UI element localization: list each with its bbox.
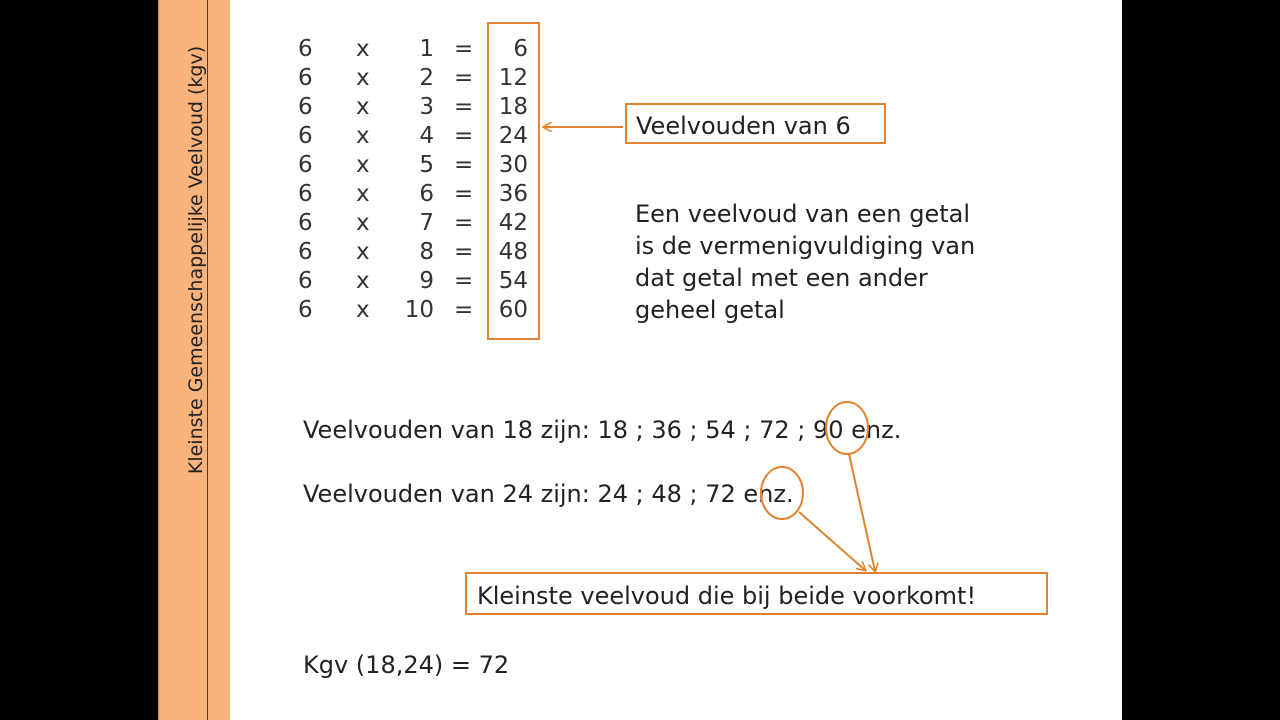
equals-cell: = (454, 36, 474, 62)
multiples-column-box (487, 22, 540, 340)
equals-cell: = (454, 210, 474, 236)
multiplier-cell: 4 (419, 123, 434, 149)
arrow-from-72-row24 (799, 512, 865, 570)
multiples-label-box (625, 103, 886, 144)
product-cell: 60 (498, 297, 528, 323)
multiplier-cell: 3 (419, 94, 434, 120)
equals-cell: = (454, 152, 474, 178)
operator-cell: x (356, 297, 370, 323)
multiplier-cell: 7 (419, 210, 434, 236)
operator-cell: x (356, 94, 370, 120)
factor-cell: 6 (298, 65, 313, 91)
multiples-of-24-line: Veelvouden van 24 zijn: 24 ; 48 ; 72 enz. (303, 480, 794, 508)
product-cell: 12 (498, 65, 528, 91)
product-cell: 36 (498, 181, 528, 207)
multiplier-cell: 8 (419, 239, 434, 265)
kgv-result: Kgv (18,24) = 72 (303, 651, 510, 679)
operator-cell: x (356, 181, 370, 207)
slide (158, 0, 1122, 720)
factor-cell: 6 (298, 123, 313, 149)
multiplier-cell: 5 (419, 152, 434, 178)
multiplier-cell: 1 (419, 36, 434, 62)
factor-cell: 6 (298, 239, 313, 265)
factor-cell: 6 (298, 268, 313, 294)
product-cell: 24 (498, 123, 528, 149)
band-rule-line (207, 0, 208, 720)
multiplier-cell: 6 (419, 181, 434, 207)
band-edge (158, 0, 159, 720)
operator-cell: x (356, 65, 370, 91)
multiplier-cell: 9 (419, 268, 434, 294)
product-cell: 6 (513, 36, 528, 62)
equals-cell: = (454, 239, 474, 265)
definition-line: is de vermenigvuldiging van (635, 232, 976, 260)
product-cell: 42 (498, 210, 528, 236)
smallest-common-label: Kleinste veelvoud die bij beide voorkomt! (477, 582, 977, 610)
side-band (158, 0, 230, 720)
operator-cell: x (356, 268, 370, 294)
definition-text (635, 198, 975, 326)
definition-line: geheel getal (635, 296, 785, 324)
equals-cell: = (454, 297, 474, 323)
factor-cell: 6 (298, 94, 313, 120)
factor-cell: 6 (298, 297, 313, 323)
equals-cell: = (454, 94, 474, 120)
equals-cell: = (454, 65, 474, 91)
multiplier-cell: 10 (404, 297, 434, 323)
side-title: Kleinste Gemeenschappelijke Veelvoud (kgv) (185, 45, 207, 475)
product-cell: 48 (498, 239, 528, 265)
product-cell: 30 (498, 152, 528, 178)
product-cell: 18 (498, 94, 528, 120)
operator-cell: x (356, 152, 370, 178)
operator-cell: x (356, 210, 370, 236)
equals-cell: = (454, 181, 474, 207)
multiplier-cell: 2 (419, 65, 434, 91)
equals-cell: = (454, 268, 474, 294)
factor-cell: 6 (298, 36, 313, 62)
operator-cell: x (356, 239, 370, 265)
smallest-common-label-box (465, 572, 1048, 615)
multiples-of-18-line: Veelvouden van 18 zijn: 18 ; 36 ; 54 ; 72 ; 90 enz. (303, 416, 902, 444)
multiples-label: Veelvouden van 6 (636, 112, 851, 140)
operator-cell: x (356, 36, 370, 62)
product-cell: 54 (498, 268, 528, 294)
equals-cell: = (454, 123, 474, 149)
definition-line: dat getal met een ander (635, 264, 928, 292)
definition-line: Een veelvoud van een getal (635, 200, 971, 228)
arrow-from-72-row18 (849, 454, 875, 571)
factor-cell: 6 (298, 181, 313, 207)
factor-cell: 6 (298, 210, 313, 236)
operator-cell: x (356, 123, 370, 149)
factor-cell: 6 (298, 152, 313, 178)
